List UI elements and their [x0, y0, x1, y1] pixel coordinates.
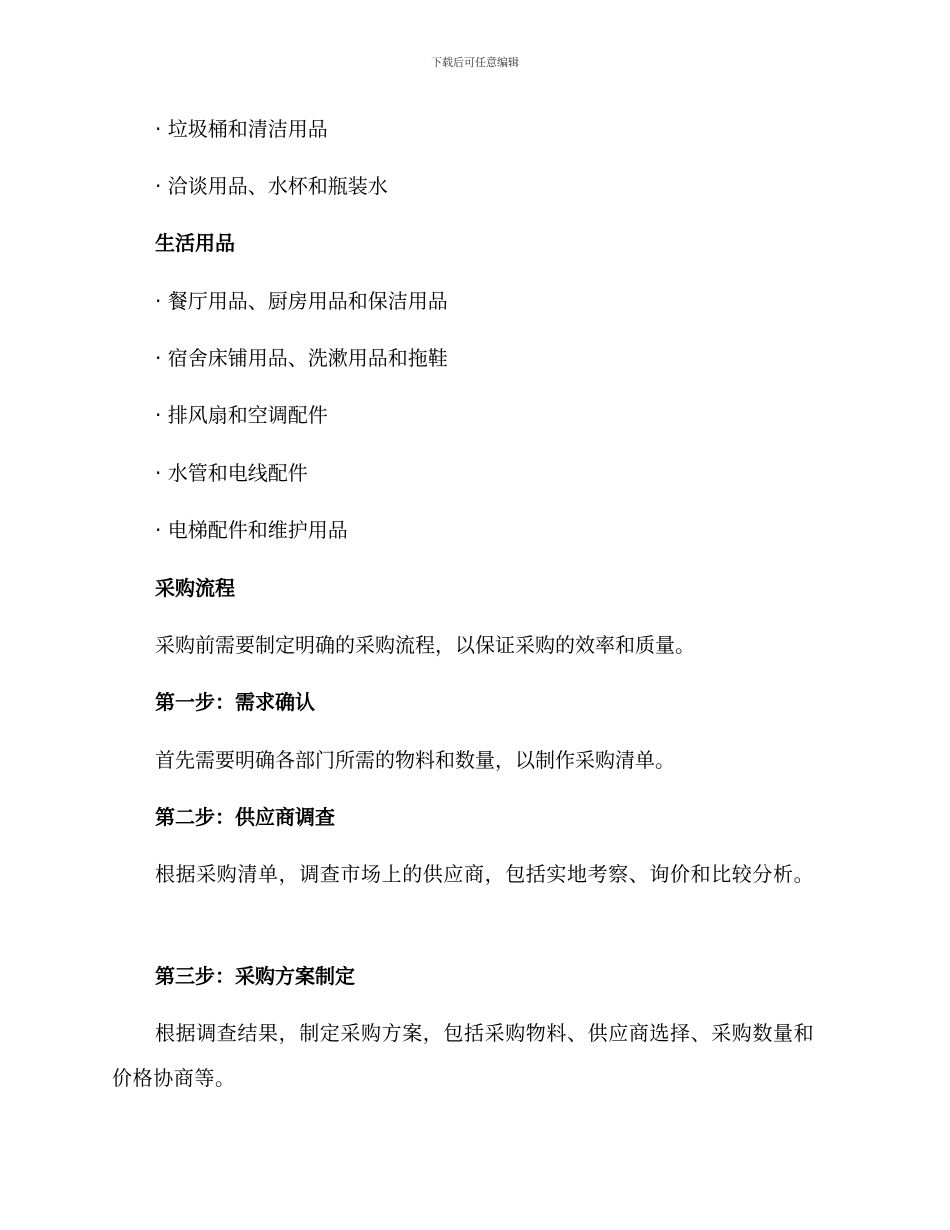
- list-item: · 餐厅用品、厨房用品和保洁用品: [155, 289, 448, 313]
- body-paragraph: 根据调查结果，制定采购方案，包括采购物料、供应商选择、采购数量和价格协商等。: [112, 1021, 815, 1090]
- list-item: · 电梯配件和维护用品: [155, 518, 348, 542]
- section-heading: 采购流程: [155, 576, 235, 600]
- list-item: · 洽谈用品、水杯和瓶装水: [155, 174, 388, 198]
- body-paragraph: 根据采购清单，调查市场上的供应商，包括实地考察、询价和比较分析。: [155, 862, 815, 886]
- list-item: · 宿舍床铺用品、洗漱用品和拖鞋: [155, 346, 448, 370]
- list-item: · 垃圾桶和清洁用品: [155, 117, 328, 141]
- list-item: · 排风扇和空调配件: [155, 403, 328, 427]
- section-heading: 生活用品: [155, 231, 235, 255]
- list-item: · 水管和电线配件: [155, 461, 308, 485]
- step-heading: 第三步：采购方案制定: [155, 964, 355, 988]
- body-paragraph: 首先需要明确各部门所需的物料和数量，以制作采购清单。: [155, 748, 675, 772]
- body-paragraph: 采购前需要制定明确的采购流程，以保证采购的效率和质量。: [155, 633, 695, 657]
- page-header: 下载后可任意编辑: [431, 56, 519, 69]
- step-heading: 第一步：需求确认: [155, 690, 315, 714]
- step-heading: 第二步：供应商调查: [155, 805, 335, 829]
